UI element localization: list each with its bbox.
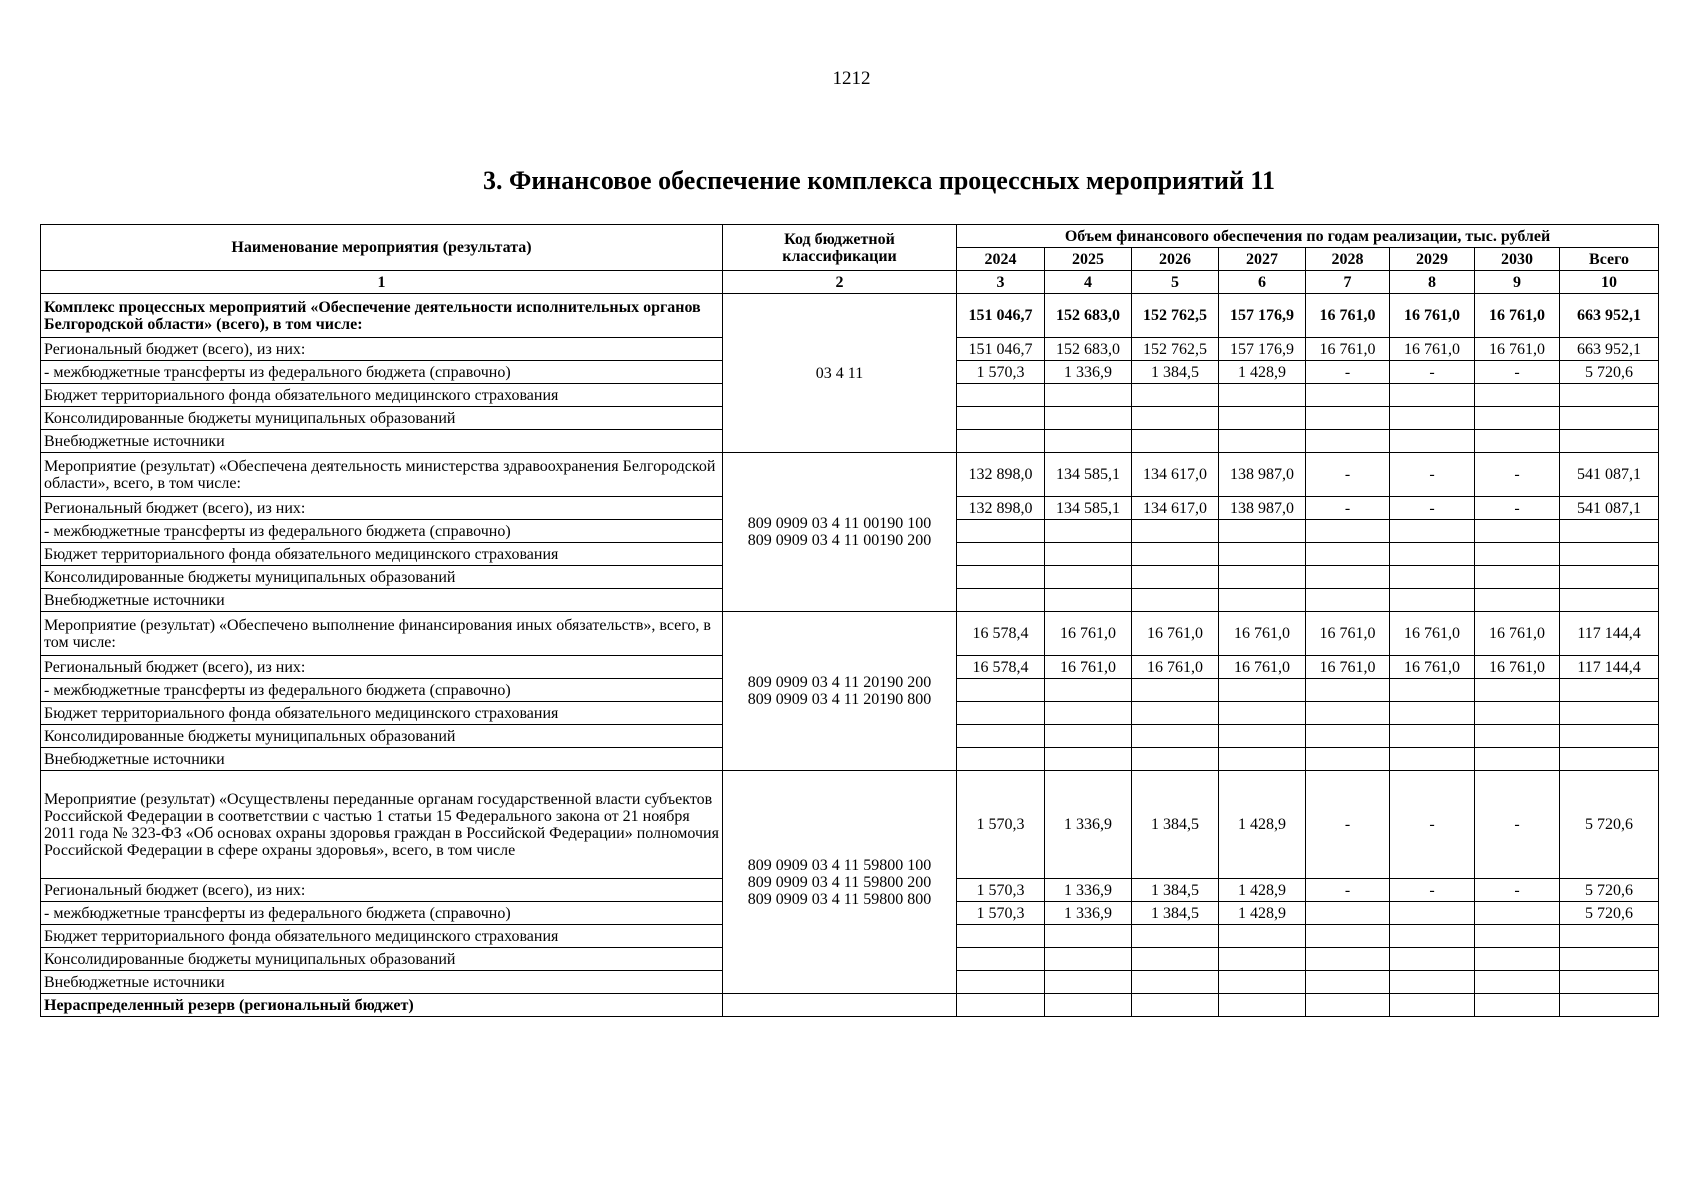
- value-year: 16 761,0: [1390, 656, 1475, 679]
- value-year: [1045, 520, 1132, 543]
- row-name: Мероприятие (результат) «Обеспечена деятельность министерства здравоохранения Белгородской области», всего, в том числе:: [41, 453, 723, 497]
- value-year: -: [1390, 497, 1475, 520]
- value-year: -: [1390, 879, 1475, 902]
- value-year: -: [1475, 879, 1560, 902]
- value-year: 16 761,0: [1045, 656, 1132, 679]
- row-name: Бюджет территориального фонда обязательного медицинского страхования: [41, 925, 723, 948]
- value-year: 134 617,0: [1132, 497, 1219, 520]
- row-name: - межбюджетные трансферты из федерального бюджета (справочно): [41, 902, 723, 925]
- value-year: [1390, 725, 1475, 748]
- value-year: [1390, 902, 1475, 925]
- value-year: [1306, 384, 1390, 407]
- value-year: [1219, 702, 1306, 725]
- value-year: [1132, 589, 1219, 612]
- value-total: [1560, 384, 1659, 407]
- value-year: [1306, 725, 1390, 748]
- value-year: 132 898,0: [957, 497, 1045, 520]
- value-year: 16 761,0: [1045, 612, 1132, 656]
- value-year: 152 762,5: [1132, 338, 1219, 361]
- value-year: [1219, 679, 1306, 702]
- value-year: 151 046,7: [957, 294, 1045, 338]
- column-number: 9: [1475, 271, 1560, 294]
- value-year: 1 428,9: [1219, 879, 1306, 902]
- value-year: [1475, 430, 1560, 453]
- value-year: [1390, 407, 1475, 430]
- value-year: [1475, 902, 1560, 925]
- value-total: [1560, 971, 1659, 994]
- value-year: [1045, 925, 1132, 948]
- header-year: 2025: [1045, 248, 1132, 271]
- value-year: 1 336,9: [1045, 902, 1132, 925]
- value-year: [1219, 589, 1306, 612]
- budget-code: 809 0909 03 4 11 59800 800: [747, 890, 932, 908]
- value-year: 132 898,0: [957, 453, 1045, 497]
- row-name: Внебюджетные источники: [41, 430, 723, 453]
- value-year: [957, 589, 1045, 612]
- value-year: [1306, 407, 1390, 430]
- row-name: Консолидированные бюджеты муниципальных образований: [41, 948, 723, 971]
- value-year: 16 761,0: [1306, 656, 1390, 679]
- value-year: [1219, 748, 1306, 771]
- value-year: [1045, 994, 1132, 1017]
- value-year: 16 761,0: [1390, 338, 1475, 361]
- value-year: 16 761,0: [1219, 612, 1306, 656]
- value-year: [957, 971, 1045, 994]
- column-number: 4: [1045, 271, 1132, 294]
- value-year: [1045, 566, 1132, 589]
- value-year: [1045, 748, 1132, 771]
- value-year: 16 761,0: [1390, 612, 1475, 656]
- row-name: Региональный бюджет (всего), из них:: [41, 497, 723, 520]
- row-name: Консолидированные бюджеты муниципальных образований: [41, 725, 723, 748]
- row-name: Комплекс процессных мероприятий «Обеспечение деятельности исполнительных органов Белгородской области» (всего), в том числе:: [41, 294, 723, 338]
- value-total: 5 720,6: [1560, 771, 1659, 879]
- value-total: 541 087,1: [1560, 497, 1659, 520]
- value-year: [1132, 702, 1219, 725]
- row-name: Бюджет территориального фонда обязательного медицинского страхования: [41, 384, 723, 407]
- value-year: [1045, 725, 1132, 748]
- column-number: 2: [723, 271, 957, 294]
- value-year: 138 987,0: [1219, 453, 1306, 497]
- value-year: [1132, 566, 1219, 589]
- row-name: - межбюджетные трансферты из федерального бюджета (справочно): [41, 361, 723, 384]
- value-year: [1306, 679, 1390, 702]
- value-year: [1219, 407, 1306, 430]
- value-year: [1132, 748, 1219, 771]
- value-year: [1306, 566, 1390, 589]
- value-year: 157 176,9: [1219, 294, 1306, 338]
- value-total: [1560, 994, 1659, 1017]
- budget-code: 809 0909 03 4 11 20190 800: [747, 691, 932, 708]
- row-name: Консолидированные бюджеты муниципальных образований: [41, 407, 723, 430]
- column-number: 3: [957, 271, 1045, 294]
- row-name: - межбюджетные трансферты из федерального бюджета (справочно): [41, 679, 723, 702]
- section-title: 3. Финансовое обеспечение комплекса процессных мероприятий 11: [483, 166, 1275, 195]
- column-number: 10: [1560, 271, 1659, 294]
- budget-code-cell: [723, 994, 957, 1017]
- value-total: 541 087,1: [1560, 453, 1659, 497]
- value-year: 1 384,5: [1132, 361, 1219, 384]
- value-year: [1475, 589, 1560, 612]
- value-total: [1560, 566, 1659, 589]
- value-year: -: [1475, 453, 1560, 497]
- value-year: 152 683,0: [1045, 338, 1132, 361]
- value-year: [1390, 543, 1475, 566]
- value-year: 16 761,0: [1390, 294, 1475, 338]
- value-year: -: [1390, 771, 1475, 879]
- value-year: 1 570,3: [957, 879, 1045, 902]
- value-year: [1306, 702, 1390, 725]
- value-year: 1 384,5: [1132, 902, 1219, 925]
- column-number: 8: [1390, 271, 1475, 294]
- value-year: 1 384,5: [1132, 771, 1219, 879]
- page-number: 1212: [832, 68, 871, 89]
- budget-code: 809 0909 03 4 11 20190 200: [747, 674, 932, 691]
- value-year: [1045, 407, 1132, 430]
- value-year: [957, 748, 1045, 771]
- value-year: [1306, 948, 1390, 971]
- value-year: -: [1475, 361, 1560, 384]
- value-year: 16 578,4: [957, 612, 1045, 656]
- column-number: 5: [1132, 271, 1219, 294]
- value-year: [1390, 589, 1475, 612]
- value-year: [957, 430, 1045, 453]
- value-total: [1560, 430, 1659, 453]
- value-year: [1219, 971, 1306, 994]
- value-year: [1132, 543, 1219, 566]
- header-year: 2026: [1132, 248, 1219, 271]
- table-row: [41, 612, 1659, 656]
- row-name: Мероприятие (результат) «Обеспечено выполнение финансирования иных обязательств», всего, в том числе:: [41, 612, 723, 656]
- value-total: 663 952,1: [1560, 338, 1659, 361]
- value-year: 16 578,4: [957, 656, 1045, 679]
- value-year: 16 761,0: [1306, 338, 1390, 361]
- value-year: [1475, 925, 1560, 948]
- budget-code-cell: [723, 453, 957, 612]
- row-name: Региональный бюджет (всего), из них:: [41, 656, 723, 679]
- budget-code: 809 0909 03 4 11 00190 200: [747, 532, 932, 549]
- value-year: [1045, 543, 1132, 566]
- value-year: [1390, 925, 1475, 948]
- value-year: [1475, 407, 1560, 430]
- value-year: [1306, 589, 1390, 612]
- value-year: [1045, 948, 1132, 971]
- row-name: Региональный бюджет (всего), из них:: [41, 879, 723, 902]
- value-year: 1 428,9: [1219, 361, 1306, 384]
- value-year: -: [1475, 771, 1560, 879]
- value-year: [957, 725, 1045, 748]
- value-year: [957, 384, 1045, 407]
- value-year: [1475, 702, 1560, 725]
- value-total: [1560, 520, 1659, 543]
- value-year: [1475, 679, 1560, 702]
- budget-code-cell: [723, 294, 957, 453]
- value-year: 151 046,7: [957, 338, 1045, 361]
- value-total: [1560, 948, 1659, 971]
- value-year: [1475, 971, 1560, 994]
- value-year: [1306, 543, 1390, 566]
- budget-code: 809 0909 03 4 11 59800 100: [747, 856, 932, 874]
- value-year: [1475, 543, 1560, 566]
- header-volume: Объем финансового обеспечения по годам реализации, тыс. рублей: [957, 225, 1659, 248]
- value-year: 1 428,9: [1219, 902, 1306, 925]
- value-year: [1045, 971, 1132, 994]
- value-year: [957, 679, 1045, 702]
- value-year: [1390, 948, 1475, 971]
- value-year: 157 176,9: [1219, 338, 1306, 361]
- value-year: -: [1306, 879, 1390, 902]
- value-total: [1560, 925, 1659, 948]
- budget-code: 03 4 11: [815, 364, 864, 382]
- budget-code-cell: [723, 771, 957, 994]
- value-year: [1475, 948, 1560, 971]
- value-year: [1132, 994, 1219, 1017]
- row-name: Внебюджетные источники: [41, 971, 723, 994]
- value-year: [1219, 566, 1306, 589]
- table-row: [41, 771, 1659, 879]
- value-total: [1560, 589, 1659, 612]
- value-year: [1219, 543, 1306, 566]
- budget-code: 809 0909 03 4 11 59800 200: [747, 873, 932, 891]
- table-row: [41, 453, 1659, 497]
- value-total: 5 720,6: [1560, 879, 1659, 902]
- value-year: 16 761,0: [1132, 612, 1219, 656]
- value-year: -: [1306, 361, 1390, 384]
- value-year: [1475, 384, 1560, 407]
- value-year: 1 336,9: [1045, 771, 1132, 879]
- header-name: Наименование мероприятия (результата): [41, 225, 723, 271]
- value-year: [1045, 384, 1132, 407]
- value-year: [1475, 566, 1560, 589]
- value-total: 5 720,6: [1560, 902, 1659, 925]
- value-total: [1560, 543, 1659, 566]
- budget-code-cell: [723, 612, 957, 771]
- value-year: [1475, 520, 1560, 543]
- value-total: 117 144,4: [1560, 612, 1659, 656]
- value-year: [1475, 748, 1560, 771]
- value-year: [1219, 994, 1306, 1017]
- value-total: [1560, 725, 1659, 748]
- value-year: [1045, 430, 1132, 453]
- value-year: 1 570,3: [957, 361, 1045, 384]
- row-name: Внебюджетные источники: [41, 748, 723, 771]
- value-year: 134 585,1: [1045, 497, 1132, 520]
- value-year: 152 762,5: [1132, 294, 1219, 338]
- value-year: 1 570,3: [957, 902, 1045, 925]
- value-year: 16 761,0: [1475, 294, 1560, 338]
- column-number: 6: [1219, 271, 1306, 294]
- header-total: Всего: [1560, 248, 1659, 271]
- value-year: [1132, 925, 1219, 948]
- value-year: [1219, 948, 1306, 971]
- value-year: [1132, 430, 1219, 453]
- header-year: 2030: [1475, 248, 1560, 271]
- value-year: [957, 702, 1045, 725]
- row-name: Бюджет территориального фонда обязательного медицинского страхования: [41, 702, 723, 725]
- value-year: [1390, 520, 1475, 543]
- table-row: [41, 994, 1659, 1017]
- value-year: 152 683,0: [1045, 294, 1132, 338]
- value-year: [957, 543, 1045, 566]
- value-year: [1045, 702, 1132, 725]
- value-year: [1306, 520, 1390, 543]
- value-year: [1306, 430, 1390, 453]
- row-name: Внебюджетные источники: [41, 589, 723, 612]
- table-row: [41, 294, 1659, 338]
- value-year: 138 987,0: [1219, 497, 1306, 520]
- value-total: [1560, 407, 1659, 430]
- value-year: [1306, 994, 1390, 1017]
- value-year: [957, 994, 1045, 1017]
- value-year: [1390, 702, 1475, 725]
- value-year: 16 761,0: [1219, 656, 1306, 679]
- value-year: [957, 520, 1045, 543]
- value-year: -: [1390, 361, 1475, 384]
- value-year: [1390, 971, 1475, 994]
- value-year: [1219, 384, 1306, 407]
- value-year: [1045, 589, 1132, 612]
- value-year: [1132, 679, 1219, 702]
- value-year: -: [1475, 497, 1560, 520]
- header-year: 2024: [957, 248, 1045, 271]
- value-year: -: [1390, 453, 1475, 497]
- value-year: 1 570,3: [957, 771, 1045, 879]
- value-year: 16 761,0: [1132, 656, 1219, 679]
- value-total: [1560, 702, 1659, 725]
- value-year: 16 761,0: [1475, 612, 1560, 656]
- financing-table: [40, 224, 1659, 1017]
- value-year: 134 617,0: [1132, 453, 1219, 497]
- value-total: [1560, 748, 1659, 771]
- row-name: Мероприятие (результат) «Осуществлены переданные органам государственной власти субъектов Российской Федерации в соответствии с частью 1 статьи 15 Федерального закона от 21 ноября 2011 года № 323-ФЗ «Об основах охраны здоровья граждан в Российской Федерации» полномочия Российской Федерации в сфере охраны здоровья», всего, в том числе: [41, 771, 723, 879]
- row-name: - межбюджетные трансферты из федерального бюджета (справочно): [41, 520, 723, 543]
- row-name: Консолидированные бюджеты муниципальных образований: [41, 566, 723, 589]
- value-year: [1045, 679, 1132, 702]
- value-year: 16 761,0: [1306, 294, 1390, 338]
- value-year: -: [1306, 771, 1390, 879]
- value-year: [1132, 971, 1219, 994]
- value-year: 134 585,1: [1045, 453, 1132, 497]
- value-year: 16 761,0: [1475, 656, 1560, 679]
- value-year: 1 428,9: [1219, 771, 1306, 879]
- value-year: [1475, 725, 1560, 748]
- value-year: [1390, 748, 1475, 771]
- row-name: Бюджет территориального фонда обязательного медицинского страхования: [41, 543, 723, 566]
- value-year: [1219, 520, 1306, 543]
- value-year: [1306, 748, 1390, 771]
- header-year: 2028: [1306, 248, 1390, 271]
- value-total: 117 144,4: [1560, 656, 1659, 679]
- header-year: 2027: [1219, 248, 1306, 271]
- value-year: [1132, 384, 1219, 407]
- value-year: [1306, 971, 1390, 994]
- column-number: 7: [1306, 271, 1390, 294]
- header-code: Код бюджетной классификации: [723, 225, 957, 271]
- value-year: 1 336,9: [1045, 361, 1132, 384]
- value-year: [1390, 430, 1475, 453]
- value-year: 1 384,5: [1132, 879, 1219, 902]
- value-year: [957, 948, 1045, 971]
- budget-code: 809 0909 03 4 11 00190 100: [747, 515, 932, 532]
- value-year: [1390, 384, 1475, 407]
- value-year: 16 761,0: [1475, 338, 1560, 361]
- value-year: -: [1306, 497, 1390, 520]
- value-year: [1132, 520, 1219, 543]
- value-year: [1390, 994, 1475, 1017]
- value-year: [1219, 430, 1306, 453]
- value-year: [957, 566, 1045, 589]
- value-year: [957, 925, 1045, 948]
- value-year: [1219, 725, 1306, 748]
- value-year: [1132, 407, 1219, 430]
- value-year: [1219, 925, 1306, 948]
- value-year: [1390, 679, 1475, 702]
- value-year: 16 761,0: [1306, 612, 1390, 656]
- value-year: -: [1306, 453, 1390, 497]
- value-year: [1306, 925, 1390, 948]
- row-name: Региональный бюджет (всего), из них:: [41, 338, 723, 361]
- value-total: [1560, 679, 1659, 702]
- value-year: [1475, 994, 1560, 1017]
- value-year: [1306, 902, 1390, 925]
- value-year: [1132, 725, 1219, 748]
- column-number: 1: [41, 271, 723, 294]
- value-year: [1132, 948, 1219, 971]
- value-total: 5 720,6: [1560, 361, 1659, 384]
- row-name: Нераспределенный резерв (региональный бюджет): [41, 994, 723, 1017]
- value-total: 663 952,1: [1560, 294, 1659, 338]
- value-year: [1390, 566, 1475, 589]
- header-year: 2029: [1390, 248, 1475, 271]
- value-year: [957, 407, 1045, 430]
- value-year: 1 336,9: [1045, 879, 1132, 902]
